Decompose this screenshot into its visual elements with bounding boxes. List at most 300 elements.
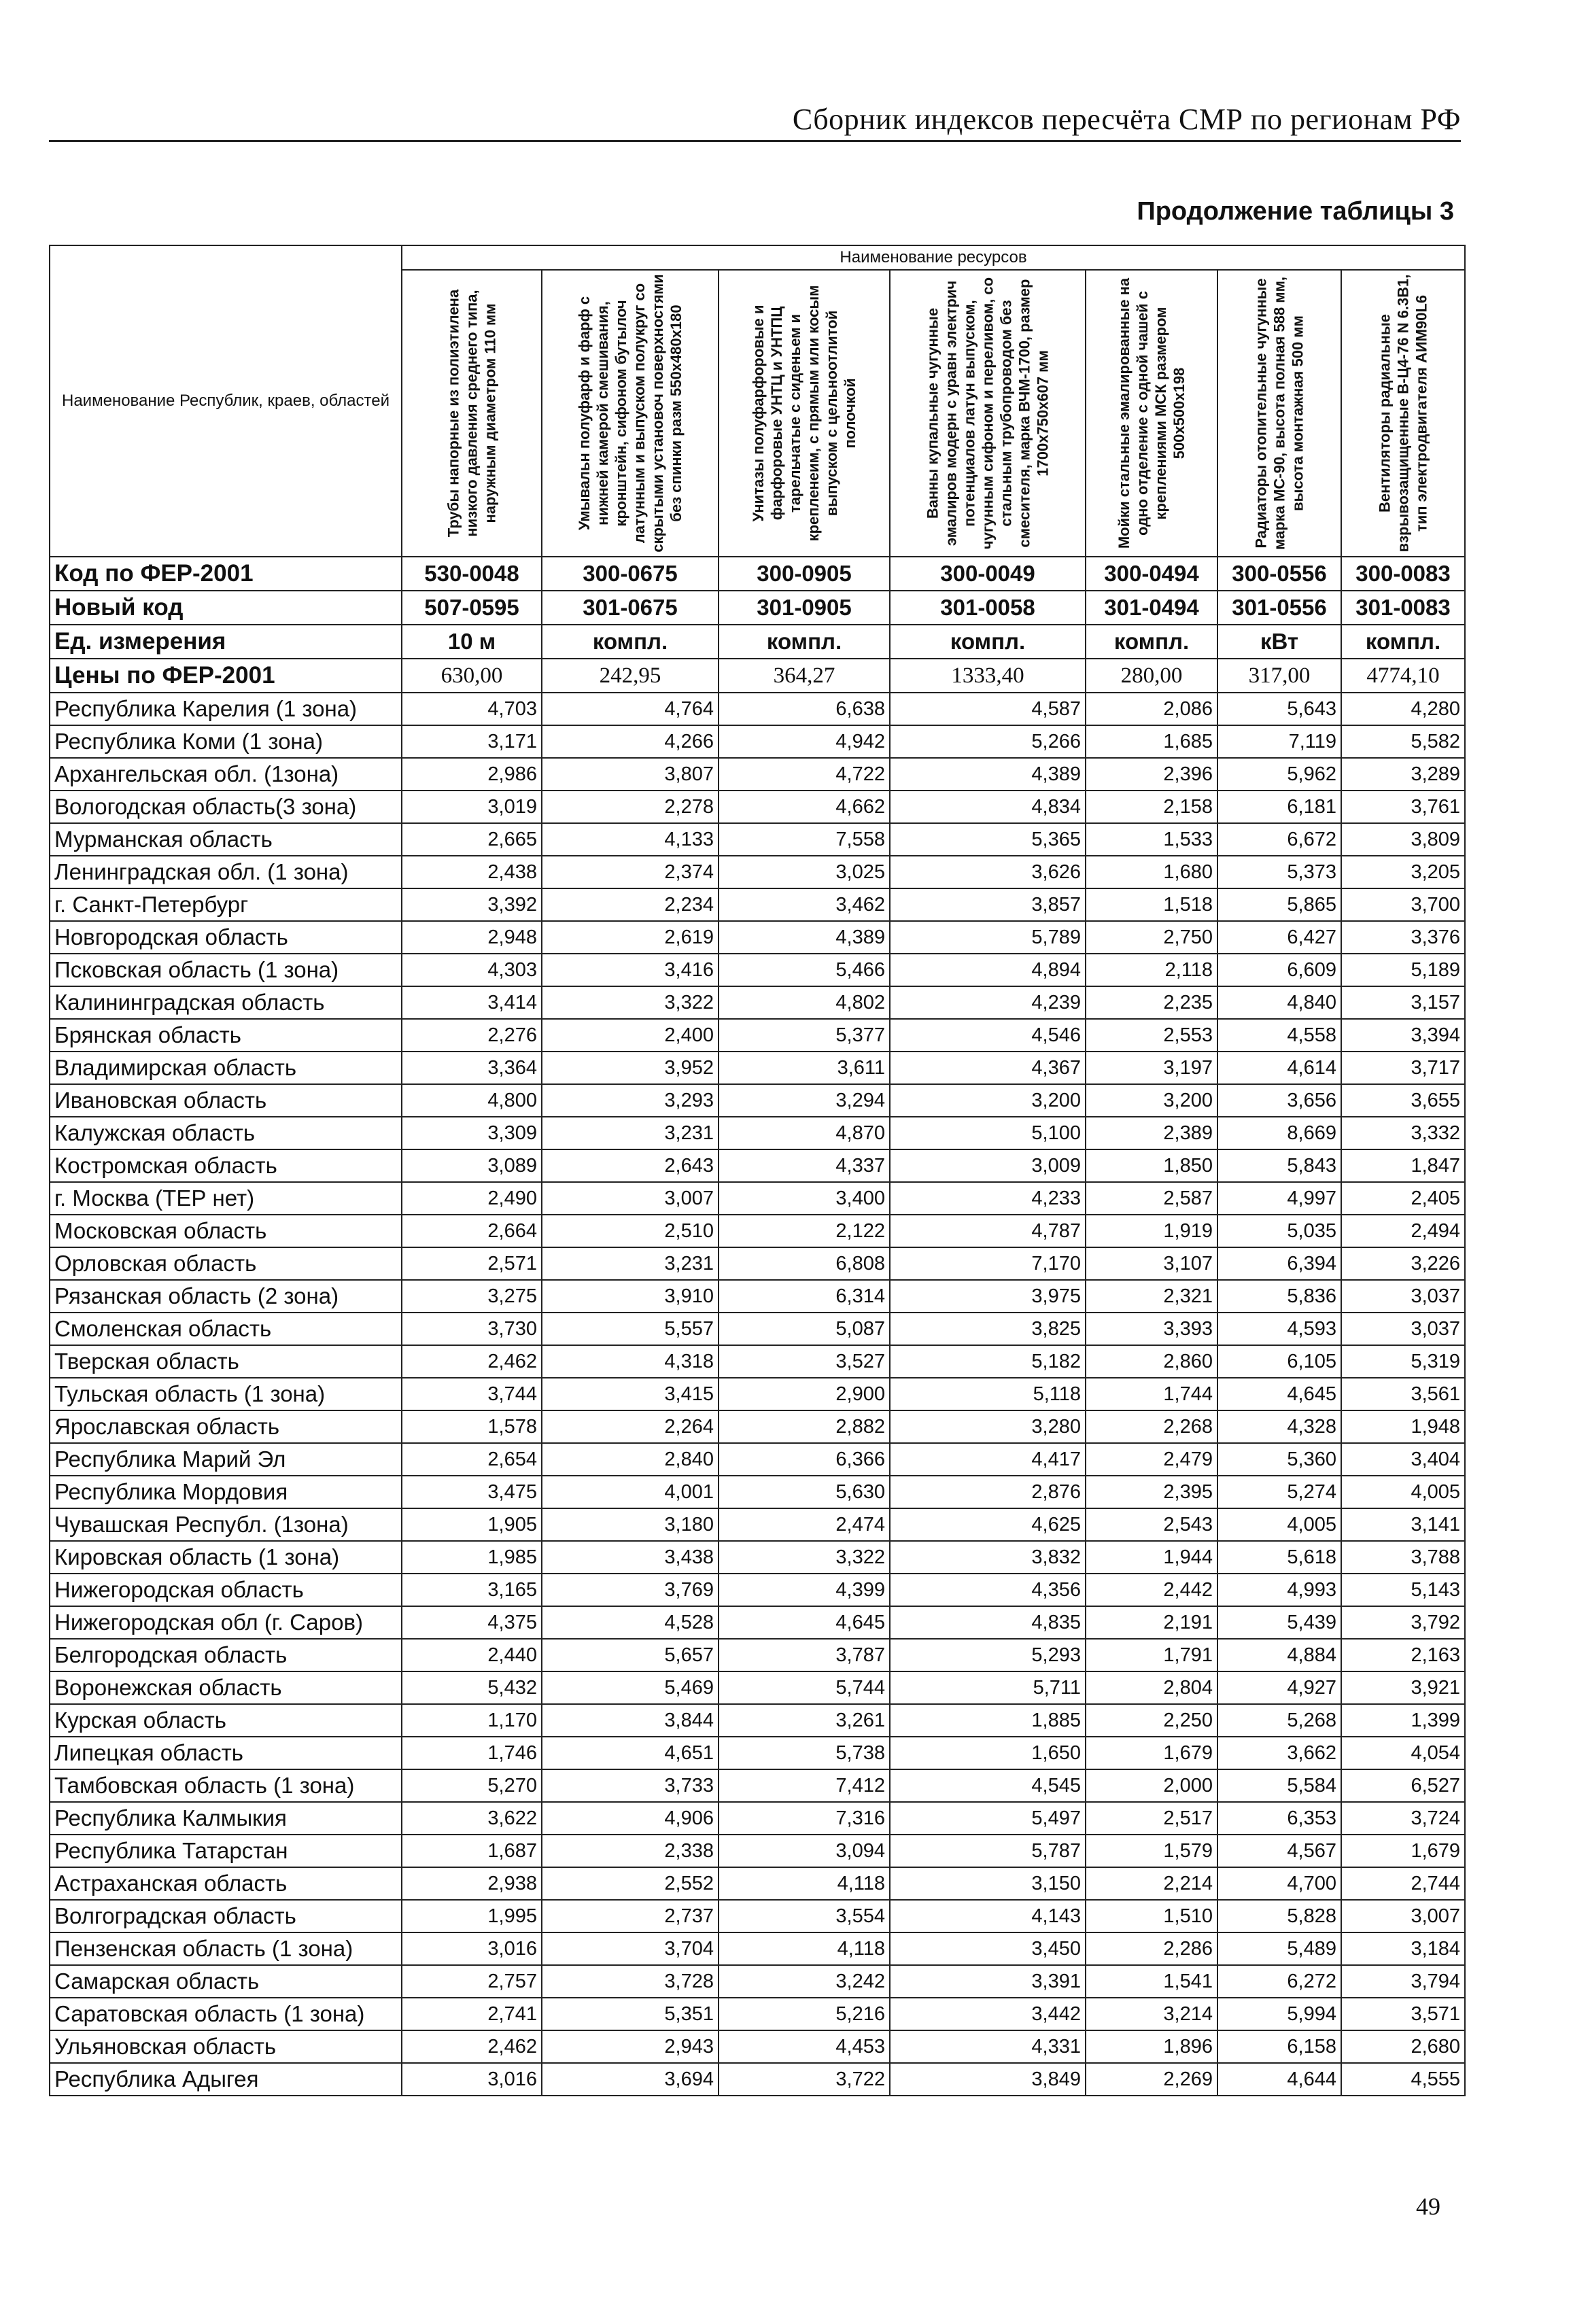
index-value: 3,415 — [542, 1378, 719, 1410]
index-value: 2,757 — [402, 1965, 542, 1998]
index-value: 3,704 — [542, 1932, 719, 1965]
index-value: 3,009 — [890, 1149, 1086, 1182]
index-value: 5,843 — [1217, 1149, 1341, 1182]
index-value: 5,143 — [1341, 1574, 1465, 1606]
index-value: 1,518 — [1086, 888, 1217, 921]
index-value: 2,744 — [1341, 1867, 1465, 1900]
table-row — [50, 1769, 1465, 1802]
index-value: 4,143 — [890, 1900, 1086, 1932]
index-value: 4,239 — [890, 986, 1086, 1019]
index-value: 5,100 — [890, 1117, 1086, 1149]
region-name: Астраханская область — [50, 1867, 402, 1900]
index-value: 6,366 — [719, 1443, 890, 1476]
index-value: 3,656 — [1217, 1084, 1341, 1117]
index-value: 6,672 — [1217, 823, 1341, 856]
index-value: 2,737 — [542, 1900, 719, 1932]
resource-column-header — [890, 270, 1086, 557]
region-name: Московская область — [50, 1215, 402, 1247]
resource-column-header — [719, 270, 890, 557]
index-value: 6,427 — [1217, 921, 1341, 954]
index-value: 2,000 — [1086, 1769, 1217, 1802]
index-value: 6,181 — [1217, 791, 1341, 823]
index-value: 2,643 — [542, 1149, 719, 1182]
index-value: 3,462 — [719, 888, 890, 921]
index-value: 2,490 — [402, 1182, 542, 1215]
index-value: 1,985 — [402, 1541, 542, 1574]
resource-column-header-text: Трубы напорные из полиэтилена низкого давления среднего типа, наружным диаметром 110 мм — [445, 289, 499, 538]
index-value: 4,835 — [890, 1606, 1086, 1639]
table-row — [50, 1443, 1465, 1476]
fer-code-row — [50, 557, 1465, 591]
index-value: 2,158 — [1086, 791, 1217, 823]
index-value: 6,105 — [1217, 1345, 1341, 1378]
index-value: 3,794 — [1341, 1965, 1465, 1998]
index-value: 5,469 — [542, 1671, 719, 1704]
table-row — [50, 1117, 1465, 1149]
index-value: 4,587 — [890, 693, 1086, 725]
index-value: 2,250 — [1086, 1704, 1217, 1737]
table-row — [50, 1737, 1465, 1769]
header-divider — [49, 140, 1461, 142]
index-value: 3,611 — [719, 1052, 890, 1084]
index-value: 1,399 — [1341, 1704, 1465, 1737]
index-value: 4,546 — [890, 1019, 1086, 1052]
index-value: 5,466 — [719, 954, 890, 986]
table-row — [50, 1802, 1465, 1835]
index-value: 1,850 — [1086, 1149, 1217, 1182]
index-value: 5,432 — [402, 1671, 542, 1704]
index-value: 4,054 — [1341, 1737, 1465, 1769]
index-value: 2,234 — [542, 888, 719, 921]
resource-column-header — [1217, 270, 1341, 557]
index-value: 2,804 — [1086, 1671, 1217, 1704]
index-value: 4,645 — [719, 1606, 890, 1639]
region-name: Калужская область — [50, 1117, 402, 1149]
region-name: Саратовская область (1 зона) — [50, 1998, 402, 2030]
resource-column-header — [1341, 270, 1465, 557]
index-value: 5,274 — [1217, 1476, 1341, 1508]
table-row — [50, 1182, 1465, 1215]
region-name: Архангельская обл. (1зона) — [50, 758, 402, 791]
index-value: 2,395 — [1086, 1476, 1217, 1508]
index-value: 1,541 — [1086, 1965, 1217, 1998]
index-value: 3,728 — [542, 1965, 719, 1998]
index-value: 2,321 — [1086, 1280, 1217, 1313]
index-value: 4,593 — [1217, 1313, 1341, 1345]
index-value: 3,150 — [890, 1867, 1086, 1900]
index-value: 5,630 — [719, 1476, 890, 1508]
region-name: Тамбовская область (1 зона) — [50, 1769, 402, 1802]
index-value: 6,394 — [1217, 1247, 1341, 1280]
table-row — [50, 1345, 1465, 1378]
index-value: 4,644 — [1217, 2063, 1341, 2096]
index-value: 3,226 — [1341, 1247, 1465, 1280]
index-value: 5,489 — [1217, 1932, 1341, 1965]
index-value: 2,474 — [719, 1508, 890, 1541]
index-value: 1,744 — [1086, 1378, 1217, 1410]
index-value: 2,086 — [1086, 693, 1217, 725]
index-value: 1,791 — [1086, 1639, 1217, 1671]
index-value: 3,107 — [1086, 1247, 1217, 1280]
index-value: 5,582 — [1341, 725, 1465, 758]
region-name: Республика Карелия (1 зона) — [50, 693, 402, 725]
index-value: 4,318 — [542, 1345, 719, 1378]
index-value: 4,331 — [890, 2030, 1086, 2063]
index-value: 2,278 — [542, 791, 719, 823]
index-value: 5,643 — [1217, 693, 1341, 725]
index-value: 3,332 — [1341, 1117, 1465, 1149]
price-row-value: 242,95 — [542, 659, 719, 693]
index-value: 1,679 — [1341, 1835, 1465, 1867]
index-value: 2,587 — [1086, 1182, 1217, 1215]
index-value: 1,885 — [890, 1704, 1086, 1737]
table-row — [50, 1998, 1465, 2030]
index-value: 3,261 — [719, 1704, 890, 1737]
index-value: 3,205 — [1341, 856, 1465, 888]
index-value: 3,807 — [542, 758, 719, 791]
index-value: 3,094 — [719, 1835, 890, 1867]
index-value: 4,567 — [1217, 1835, 1341, 1867]
index-value: 2,122 — [719, 1215, 890, 1247]
index-value: 3,717 — [1341, 1052, 1465, 1084]
index-value: 3,141 — [1341, 1508, 1465, 1541]
index-value: 3,294 — [719, 1084, 890, 1117]
table-row — [50, 1410, 1465, 1443]
index-value: 5,738 — [719, 1737, 890, 1769]
resource-column-header-text: Мойки стальные эмалированные на одно отделение с одной чашей с креплениями МСК размером 500х500х198 — [1116, 277, 1188, 549]
index-value: 2,338 — [542, 1835, 719, 1867]
new-code-row — [50, 591, 1465, 625]
index-value: 6,158 — [1217, 2030, 1341, 2063]
region-name: Тульская область (1 зона) — [50, 1378, 402, 1410]
index-value: 4,005 — [1341, 1476, 1465, 1508]
index-value: 4,118 — [719, 1932, 890, 1965]
index-value: 3,787 — [719, 1639, 890, 1671]
index-value: 3,322 — [542, 986, 719, 1019]
index-value: 2,840 — [542, 1443, 719, 1476]
table-row — [50, 1052, 1465, 1084]
index-value: 5,270 — [402, 1769, 542, 1802]
index-value: 3,391 — [890, 1965, 1086, 1998]
index-value: 3,662 — [1217, 1737, 1341, 1769]
index-value: 2,479 — [1086, 1443, 1217, 1476]
index-value: 4,906 — [542, 1802, 719, 1835]
new-code-row-value: 301-0083 — [1341, 591, 1465, 625]
index-value: 5,744 — [719, 1671, 890, 1704]
index-value: 4,233 — [890, 1182, 1086, 1215]
index-value: 1,680 — [1086, 856, 1217, 888]
index-value: 6,609 — [1217, 954, 1341, 986]
resource-column-header-text: Умывальн полуфарф и фарф с нижней камерой смешивания, кронштейн, сифоном бутылоч латунным и выпуском полукруг со скрытыми установоч поверхностями без спинки разм 550x480x180 — [576, 274, 685, 553]
index-value: 4,118 — [719, 1867, 890, 1900]
index-value: 2,235 — [1086, 986, 1217, 1019]
table-row — [50, 2030, 1465, 2063]
index-value: 3,844 — [542, 1704, 719, 1737]
index-value: 2,665 — [402, 823, 542, 856]
region-name: г. Москва (ТЕР нет) — [50, 1182, 402, 1215]
index-value: 3,527 — [719, 1345, 890, 1378]
index-value: 3,394 — [1341, 1019, 1465, 1052]
index-value: 2,571 — [402, 1247, 542, 1280]
price-row-value: 1333,40 — [890, 659, 1086, 693]
index-value: 3,792 — [1341, 1606, 1465, 1639]
region-name: Самарская область — [50, 1965, 402, 1998]
index-value: 3,037 — [1341, 1280, 1465, 1313]
index-value: 4,997 — [1217, 1182, 1341, 1215]
price-row-value: 317,00 — [1217, 659, 1341, 693]
index-value: 5,994 — [1217, 1998, 1341, 2030]
table-row — [50, 1965, 1465, 1998]
index-value: 4,800 — [402, 1084, 542, 1117]
index-value: 3,655 — [1341, 1084, 1465, 1117]
index-value: 4,614 — [1217, 1052, 1341, 1084]
table-row — [50, 856, 1465, 888]
resource-column-header — [1086, 270, 1217, 557]
index-value: 3,571 — [1341, 1998, 1465, 2030]
index-value: 4,367 — [890, 1052, 1086, 1084]
index-value: 4,625 — [890, 1508, 1086, 1541]
resource-column-header-text: Ванны купальные чугунные эмалиров модерн с уравн электрич потенциалов латун выпуском, чугунным сифоном и переливом, со стальным трубопроводом без смесителя, марка ВЧМ-1700, размер 1700х750х607 мм — [924, 277, 1052, 550]
index-value: 3,626 — [890, 856, 1086, 888]
fer-code-row-value: 300-0083 — [1341, 557, 1465, 591]
index-value: 2,900 — [719, 1378, 890, 1410]
region-name: Чувашская Республ. (1зона) — [50, 1508, 402, 1541]
index-value: 1,995 — [402, 1900, 542, 1932]
index-value: 4,266 — [542, 725, 719, 758]
index-value: 3,700 — [1341, 888, 1465, 921]
index-value: 2,438 — [402, 856, 542, 888]
index-value: 5,377 — [719, 1019, 890, 1052]
index-value: 2,938 — [402, 1867, 542, 1900]
table-row — [50, 758, 1465, 791]
index-value: 3,722 — [719, 2063, 890, 2096]
new-code-row-label: Новый код — [50, 591, 402, 625]
index-value: 3,376 — [1341, 921, 1465, 954]
table-row — [50, 954, 1465, 986]
price-row-value: 4774,10 — [1341, 659, 1465, 693]
page-header-title: Сборник индексов пересчёта СМР по регионам РФ — [792, 103, 1461, 136]
new-code-row-value: 301-0905 — [719, 591, 890, 625]
unit-row-label: Ед. измерения — [50, 625, 402, 659]
index-value: 3,442 — [890, 1998, 1086, 2030]
index-value: 6,808 — [719, 1247, 890, 1280]
index-value: 2,943 — [542, 2030, 719, 2063]
fer-code-row-label: Код по ФЕР-2001 — [50, 557, 402, 591]
region-name: Нижегородская обл (г. Саров) — [50, 1606, 402, 1639]
new-code-row-value: 507-0595 — [402, 591, 542, 625]
index-value: 5,497 — [890, 1802, 1086, 1835]
table-row — [50, 791, 1465, 823]
index-value: 5,118 — [890, 1378, 1086, 1410]
table-row — [50, 1313, 1465, 1345]
table-row — [50, 1932, 1465, 1965]
index-value: 3,475 — [402, 1476, 542, 1508]
index-value: 3,016 — [402, 1932, 542, 1965]
region-name: Рязанская область (2 зона) — [50, 1280, 402, 1313]
index-value: 1,510 — [1086, 1900, 1217, 1932]
index-value: 3,231 — [542, 1117, 719, 1149]
index-value: 2,264 — [542, 1410, 719, 1443]
table-row — [50, 1606, 1465, 1639]
region-name: Орловская область — [50, 1247, 402, 1280]
index-value: 1,579 — [1086, 1835, 1217, 1867]
region-name: Пензенская область (1 зона) — [50, 1932, 402, 1965]
index-value: 5,711 — [890, 1671, 1086, 1704]
region-name: Республика Татарстан — [50, 1835, 402, 1867]
index-value: 2,517 — [1086, 1802, 1217, 1835]
index-value: 1,746 — [402, 1737, 542, 1769]
index-value: 3,849 — [890, 2063, 1086, 2096]
index-value: 3,275 — [402, 1280, 542, 1313]
index-value: 4,645 — [1217, 1378, 1341, 1410]
index-value: 4,662 — [719, 791, 890, 823]
fer-code-row-value: 300-0556 — [1217, 557, 1341, 591]
index-value: 3,016 — [402, 2063, 542, 2096]
region-name: Новгородская область — [50, 921, 402, 954]
index-value: 2,191 — [1086, 1606, 1217, 1639]
index-value: 1,679 — [1086, 1737, 1217, 1769]
index-value: 2,396 — [1086, 758, 1217, 791]
index-value: 4,337 — [719, 1149, 890, 1182]
fer-code-row-value: 300-0675 — [542, 557, 719, 591]
index-value: 3,231 — [542, 1247, 719, 1280]
index-value: 5,293 — [890, 1639, 1086, 1671]
region-name: Владимирская область — [50, 1052, 402, 1084]
index-value: 5,962 — [1217, 758, 1341, 791]
index-value: 2,389 — [1086, 1117, 1217, 1149]
index-value: 5,319 — [1341, 1345, 1465, 1378]
index-value: 2,876 — [890, 1476, 1086, 1508]
table-continuation-label: Продолжение таблицы 3 — [1137, 197, 1454, 226]
index-value: 5,836 — [1217, 1280, 1341, 1313]
index-value: 2,118 — [1086, 954, 1217, 986]
index-value: 4,942 — [719, 725, 890, 758]
index-value: 4,764 — [542, 693, 719, 725]
index-value: 3,019 — [402, 791, 542, 823]
index-value: 6,272 — [1217, 1965, 1341, 1998]
index-value: 3,857 — [890, 888, 1086, 921]
index-value: 4,303 — [402, 954, 542, 986]
table-row — [50, 1149, 1465, 1182]
region-column-header: Наименование Республик, краев, областей — [50, 245, 402, 557]
index-value: 2,269 — [1086, 2063, 1217, 2096]
index-value: 3,393 — [1086, 1313, 1217, 1345]
index-value: 5,557 — [542, 1313, 719, 1345]
region-name: Псковская область (1 зона) — [50, 954, 402, 986]
table-row — [50, 1574, 1465, 1606]
index-value: 2,214 — [1086, 1867, 1217, 1900]
index-value: 2,442 — [1086, 1574, 1217, 1606]
index-value: 2,462 — [402, 1345, 542, 1378]
index-value: 2,400 — [542, 1019, 719, 1052]
index-value: 7,119 — [1217, 725, 1341, 758]
index-value: 3,809 — [1341, 823, 1465, 856]
index-value: 5,216 — [719, 1998, 890, 2030]
index-value: 1,944 — [1086, 1541, 1217, 1574]
index-value: 3,293 — [542, 1084, 719, 1117]
index-value: 3,289 — [1341, 758, 1465, 791]
index-value: 3,832 — [890, 1541, 1086, 1574]
index-value: 3,416 — [542, 954, 719, 986]
index-value: 3,554 — [719, 1900, 890, 1932]
index-value: 4,375 — [402, 1606, 542, 1639]
table-row — [50, 1378, 1465, 1410]
table-row — [50, 1508, 1465, 1541]
index-value: 3,450 — [890, 1932, 1086, 1965]
region-name: Ульяновская область — [50, 2030, 402, 2063]
index-value: 3,197 — [1086, 1052, 1217, 1084]
table-row — [50, 1704, 1465, 1737]
index-value: 4,528 — [542, 1606, 719, 1639]
index-value: 1,948 — [1341, 1410, 1465, 1443]
price-row-value: 364,27 — [719, 659, 890, 693]
index-value: 5,789 — [890, 921, 1086, 954]
index-value: 3,025 — [719, 856, 890, 888]
index-value: 5,189 — [1341, 954, 1465, 986]
region-name: Республика Марий Эл — [50, 1443, 402, 1476]
index-value: 3,214 — [1086, 1998, 1217, 2030]
unit-row-value: компл. — [1086, 625, 1217, 659]
index-value: 4,280 — [1341, 693, 1465, 725]
region-name: Смоленская область — [50, 1313, 402, 1345]
index-value: 3,825 — [890, 1313, 1086, 1345]
table-row — [50, 1639, 1465, 1671]
index-value: 2,750 — [1086, 921, 1217, 954]
table-row — [50, 693, 1465, 725]
index-value: 5,657 — [542, 1639, 719, 1671]
index-value: 4,545 — [890, 1769, 1086, 1802]
index-value: 3,157 — [1341, 986, 1465, 1019]
index-value: 4,703 — [402, 693, 542, 725]
region-name: Воронежская область — [50, 1671, 402, 1704]
index-value: 6,527 — [1341, 1769, 1465, 1802]
index-value: 4,993 — [1217, 1574, 1341, 1606]
region-name: Республика Мордовия — [50, 1476, 402, 1508]
index-value: 2,948 — [402, 921, 542, 954]
region-name: Ярославская область — [50, 1410, 402, 1443]
index-value: 4,558 — [1217, 1019, 1341, 1052]
index-value: 5,182 — [890, 1345, 1086, 1378]
table-row — [50, 1215, 1465, 1247]
index-value: 6,353 — [1217, 1802, 1341, 1835]
region-name: Республика Коми (1 зона) — [50, 725, 402, 758]
region-name: Кировская область (1 зона) — [50, 1541, 402, 1574]
index-value: 4,840 — [1217, 986, 1341, 1019]
index-value: 4,555 — [1341, 2063, 1465, 2096]
index-value: 4,927 — [1217, 1671, 1341, 1704]
index-value: 3,761 — [1341, 791, 1465, 823]
resources-group-header: Наименование ресурсов — [402, 245, 1465, 270]
region-name: Республика Калмыкия — [50, 1802, 402, 1835]
table-row — [50, 921, 1465, 954]
index-value: 2,510 — [542, 1215, 719, 1247]
unit-row-value: компл. — [890, 625, 1086, 659]
index-value: 2,619 — [542, 921, 719, 954]
index-value: 5,360 — [1217, 1443, 1341, 1476]
index-value: 4,894 — [890, 954, 1086, 986]
table-row — [50, 1900, 1465, 1932]
index-value: 5,828 — [1217, 1900, 1341, 1932]
index-value: 3,242 — [719, 1965, 890, 1998]
index-value: 7,316 — [719, 1802, 890, 1835]
index-value: 4,389 — [719, 921, 890, 954]
index-value: 3,921 — [1341, 1671, 1465, 1704]
new-code-row-value: 301-0675 — [542, 591, 719, 625]
fer-code-row-value: 300-0905 — [719, 557, 890, 591]
index-value: 2,276 — [402, 1019, 542, 1052]
price-row-label: Цены по ФЕР-2001 — [50, 659, 402, 693]
region-name: Ивановская область — [50, 1084, 402, 1117]
